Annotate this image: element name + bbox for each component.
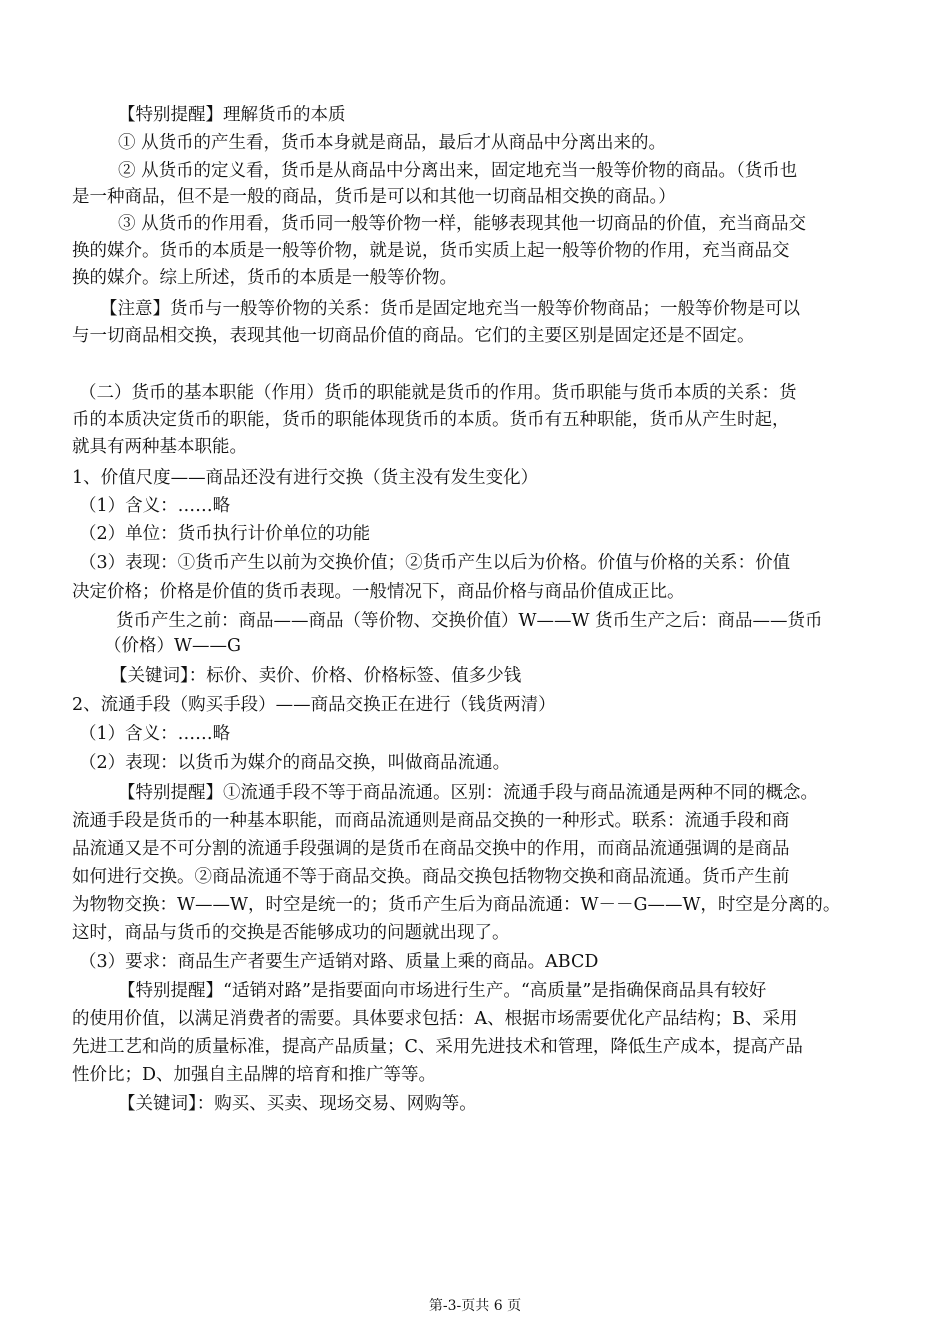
paragraph-line: 如何进行交换。②商品流通不等于商品交换。商品交换包括物物交换和商品流通。货币产生前 <box>72 867 790 887</box>
paragraph-line: 先进工艺和尚的质量标准，提高产品质量；C、采用先进技术和管理，降低生产成本，提高产品 <box>72 1037 803 1057</box>
paragraph-line: 的使用价值，以满足消费者的需要。具体要求包括：A、根据市场需要优化产品结构；B、采用 <box>72 1009 798 1029</box>
page-number: 第-3-页共 6 页 <box>428 1298 522 1314</box>
section-heading: （二）货币的基本职能（作用）货币的职能就是货币的作用。货币职能与货币本质的关系：货 <box>79 383 797 403</box>
paragraph-line: （1）含义：……略 <box>79 496 231 516</box>
paragraph-line: ② 从货币的定义看，货币是从商品中分离出来，固定地充当一般等价物的商品。（货币也 <box>118 161 798 181</box>
paragraph-line: 【特别提醒】①流通手段不等于商品流通。区别：流通手段与商品流通是两种不同的概念。 <box>118 783 818 803</box>
paragraph-line: 【注意】货币与一般等价物的关系：货币是固定地充当一般等价物商品；一般等价物是可以 <box>100 299 800 319</box>
keyword-line: 【关键词】：购买、买卖、现场交易、网购等。 <box>118 1094 477 1114</box>
paragraph-line: 【特别提醒】理解货币的本质 <box>118 105 346 125</box>
paragraph-line: ③ 从货币的作用看，货币同一般等价物一样，能够表现其他一切商品的价值，充当商品交 <box>118 214 807 234</box>
subsection-heading: 2、流通手段（购买手段）——商品交换正在进行（钱货两清） <box>72 695 556 715</box>
paragraph-line: （2）表现：以货币为媒介的商品交换，叫做商品流通。 <box>79 753 511 773</box>
paragraph-line: 品流通又是不可分割的流通手段强调的是货币在商品交换中的作用，而商品流通强调的是商品 <box>72 839 790 859</box>
paragraph-line: （价格）W——G <box>104 636 241 656</box>
paragraph-line: 这时，商品与货币的交换是否能够成功的问题就出现了。 <box>72 923 510 943</box>
paragraph-line: 性价比；D、加强自主品牌的培育和推广等等。 <box>72 1065 437 1085</box>
paragraph-line: 换的媒介。货币的本质是一般等价物，就是说，货币实质上起一般等价物的作用，充当商品交 <box>72 241 790 261</box>
keyword-line: 【关键词】：标价、卖价、价格、价格标签、值多少钱 <box>110 666 522 686</box>
paragraph-line: 决定价格；价格是价值的货币表现。一般情况下，商品价格与商品价值成正比。 <box>72 582 685 602</box>
paragraph-line: 为物物交换：W——W，时空是统一的；货币产生后为商品流通：W－－G——W，时空是分离的。 <box>72 895 841 915</box>
paragraph-line: （1）含义：……略 <box>79 724 231 744</box>
paragraph-line: 【特别提醒】“适销对路”是指要面向市场进行生产。“高质量”是指确保商品具有较好 <box>118 981 767 1001</box>
paragraph-line: 币的本质决定货币的职能，货币的职能体现货币的本质。货币有五种职能，货币从产生时起， <box>72 410 790 430</box>
paragraph-line: （2）单位：货币执行计价单位的功能 <box>79 524 371 544</box>
paragraph-line: （3）要求：商品生产者要生产适销对路、质量上乘的商品。ABCD <box>79 952 599 972</box>
paragraph-line: 换的媒介。综上所述，货币的本质是一般等价物。 <box>72 268 457 288</box>
paragraph-line: ① 从货币的产生看，货币本身就是商品，最后才从商品中分离出来的。 <box>118 133 667 153</box>
paragraph-line: 流通手段是货币的一种基本职能，而商品流通则是商品交换的一种形式。联系：流通手段和商 <box>72 811 790 831</box>
subsection-heading: 1、价值尺度——商品还没有进行交换（货主没有发生变化） <box>72 468 539 488</box>
paragraph-line: 与一切商品相交换，表现其他一切商品价值的商品。它们的主要区别是固定还是不固定。 <box>72 326 755 346</box>
paragraph-line: （3）表现：①货币产生以前为交换价值；②货币产生以后为价格。价值与价格的关系：价值 <box>79 553 791 573</box>
paragraph-line: 就具有两种基本职能。 <box>72 437 247 457</box>
paragraph-line: 是一种商品，但不是一般的商品，货币是可以和其他一切商品相交换的商品。） <box>72 187 676 207</box>
paragraph-line: 货币产生之前：商品——商品（等价物、交换价值）W——W 货币生产之后：商品——货币 <box>116 611 823 631</box>
